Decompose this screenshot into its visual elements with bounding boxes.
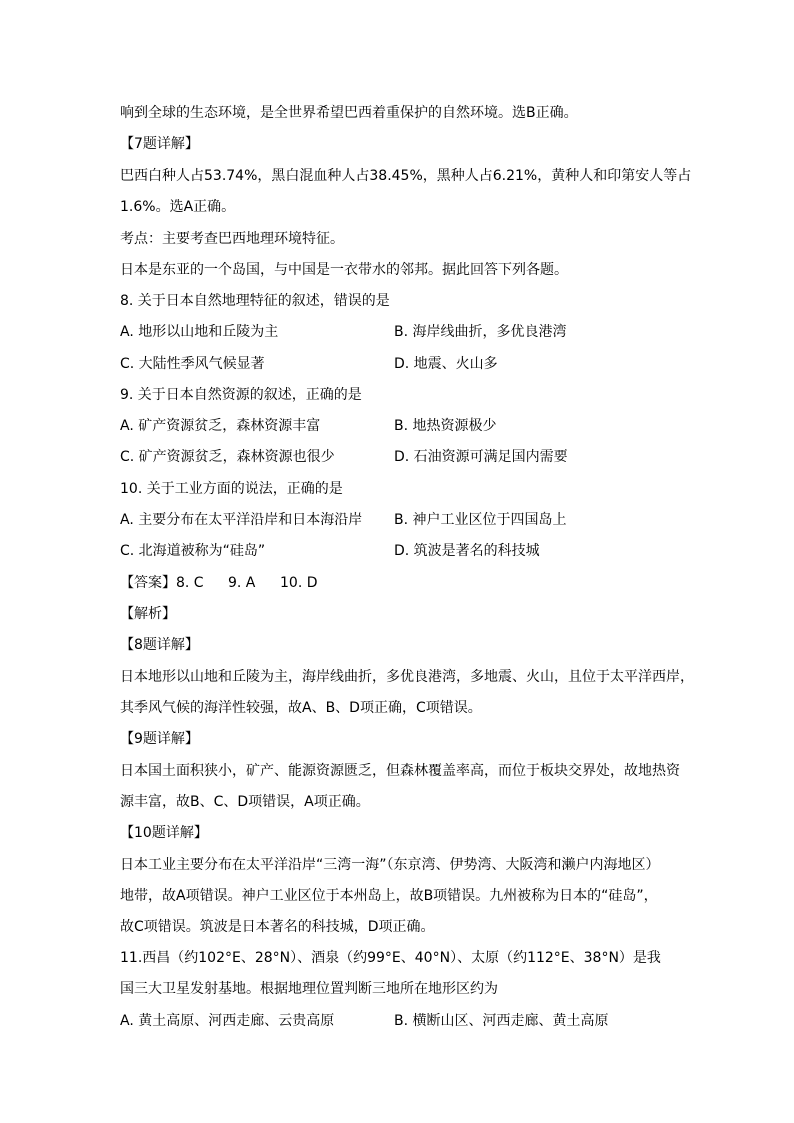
section-heading-q10: 【10题详解】 [120,825,208,841]
answer-9: 9. A [228,575,256,591]
question-11: 11.西昌（约102°E、28°N）、酒泉（约99°E、40°N）、太原（约112°E、38°N）是我 [120,950,661,966]
option-8c: C. 大陆性季风气候显著 [120,356,265,372]
option-9b: B. 地热资源极少 [394,418,497,434]
text-line: 地带，故A项错误。神户工业区位于本州岛上，故B项错误。九州被称为日本的“硅岛”， [120,888,658,904]
section-heading-q9: 【9题详解】 [120,731,199,747]
analysis-heading: 【解析】 [120,606,176,622]
question-10: 10. 关于工业方面的说法，正确的是 [120,481,343,497]
option-8a: A. 地形以山地和丘陵为主 [120,324,279,340]
option-9c: C. 矿产资源贫乏，森林资源也很少 [120,449,335,465]
question-8: 8. 关于日本自然地理特征的叙述，错误的是 [120,293,390,309]
text-line: 源丰富，故B、C、D项错误，A项正确。 [120,794,370,810]
option-11a: A. 黄土高原、河西走廊、云贵高原 [120,1013,335,1029]
question-9: 9. 关于日本自然资源的叙述，正确的是 [120,387,362,403]
answer-label: 【答案】 [120,575,176,591]
text-line: 1.6%。选A正确。 [120,199,236,215]
question-11-cont: 国三大卫星发射基地。根据地理位置判断三地所在地形区约为 [120,981,498,997]
text-line: 考点：主要考查巴西地理环境特征。 [120,231,344,247]
text-line: 故C项错误。筑波是日本著名的科技城，D项正确。 [120,919,435,935]
text-line: 日本工业主要分布在太平洋沿岸“三湾一海”（东京湾、伊势湾、大阪湾和濑户内海地区） [120,857,660,873]
option-8d: D. 地震、火山多 [394,356,498,372]
option-11b: B. 横断山区、河西走廊、黄土高原 [394,1013,609,1029]
option-9d: D. 石油资源可满足国内需要 [394,449,568,465]
option-10a: A. 主要分布在太平洋沿岸和日本海沿岸 [120,512,363,528]
answer-8: 8. C [176,575,204,591]
text-line: 响到全球的生态环境，是全世界希望巴西着重保护的自然环境。选B正确。 [120,105,578,121]
text-line: 日本国土面积狭小，矿产、能源资源匮乏，但森林覆盖率高，而位于板块交界处，故地热资 [120,763,680,779]
text-line: 日本是东亚的一个岛国，与中国是一衣带水的邻邦。据此回答下列各题。 [120,262,568,278]
text-line: 日本地形以山地和丘陵为主，海岸线曲折，多优良港湾，多地震、火山，且位于太平洋西岸， [120,669,694,685]
option-10d: D. 筑波是著名的科技城 [394,543,540,559]
section-heading-q8: 【8题详解】 [120,637,199,653]
option-10c: C. 北海道被称为“硅岛” [120,543,266,559]
answer-line [120,573,318,593]
text-line: 其季风气候的海洋性较强，故A、B、D项正确，C项错误。 [120,700,482,716]
answer-10: 10. D [280,575,318,591]
option-10b: B. 神户工业区位于四国岛上 [394,512,567,528]
text-line: 巴西白种人占53.74%，黑白混血种人占38.45%，黑种人占6.21%，黄种人和印第安人等占 [120,168,692,184]
option-8b: B. 海岸线曲折，多优良港湾 [394,324,567,340]
option-9a: A. 矿产资源贫乏，森林资源丰富 [120,418,321,434]
section-heading-q7: 【7题详解】 [120,136,199,152]
